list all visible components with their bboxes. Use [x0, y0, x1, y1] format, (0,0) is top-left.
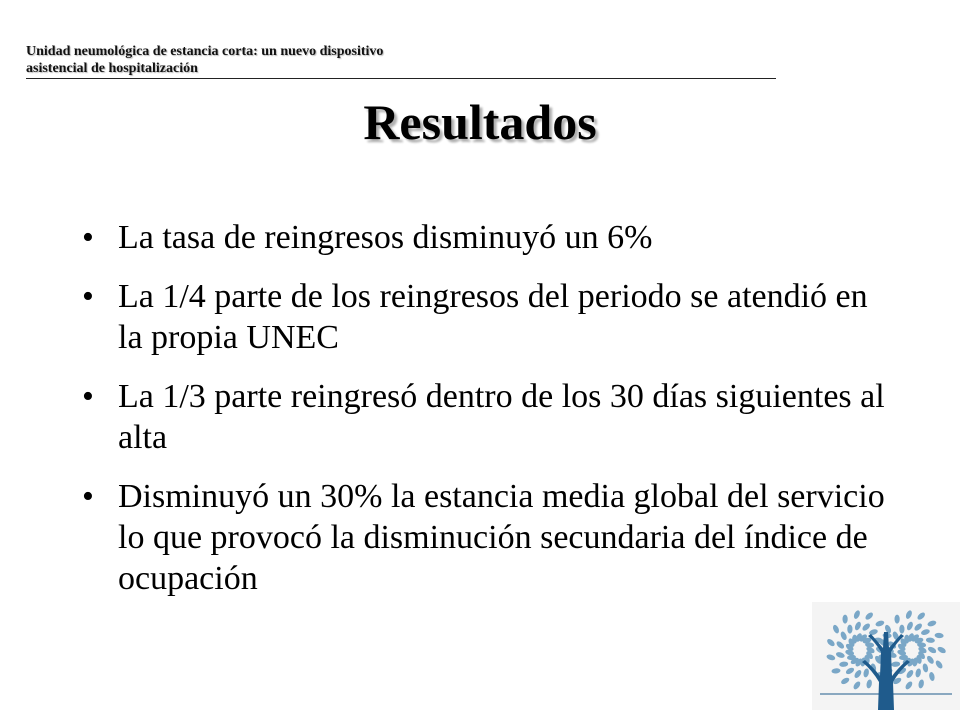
leaf-shape — [847, 625, 852, 634]
leaf-shape — [899, 625, 904, 634]
lung-tree-icon — [812, 602, 960, 710]
bullet-dot: • — [82, 278, 94, 315]
bullet-item — [76, 217, 896, 258]
leaf-shape — [895, 615, 900, 624]
bullet-dot: • — [82, 219, 94, 256]
bullet-text: La tasa de reingresos disminuyó un 6% — [118, 219, 653, 256]
bullet-item — [76, 276, 896, 358]
leaf-shape — [843, 615, 848, 624]
bullet-item — [76, 376, 896, 458]
bullet-text: La 1/4 parte de los reingresos del periodo se atendió en la propia UNEC — [118, 278, 868, 356]
bullet-text: La 1/3 parte reingresó dentro de los 30 días siguientes al alta — [118, 378, 885, 456]
bullet-dot: • — [82, 478, 94, 515]
slide-title: Resultados — [363, 94, 597, 150]
header-line-1: Unidad neumológica de estancia corta: un nuevo dispositivo — [26, 44, 384, 59]
bullet-list — [76, 217, 896, 617]
header-line-2: asistencial de hospitalización — [26, 61, 198, 76]
bullet-item — [76, 476, 896, 599]
bullet-dot: • — [82, 378, 94, 415]
bullet-text: Disminuyó un 30% la estancia media global del servicio lo que provocó la disminución secundaria del índice de ocupación — [118, 478, 885, 597]
slide-header — [26, 43, 776, 79]
